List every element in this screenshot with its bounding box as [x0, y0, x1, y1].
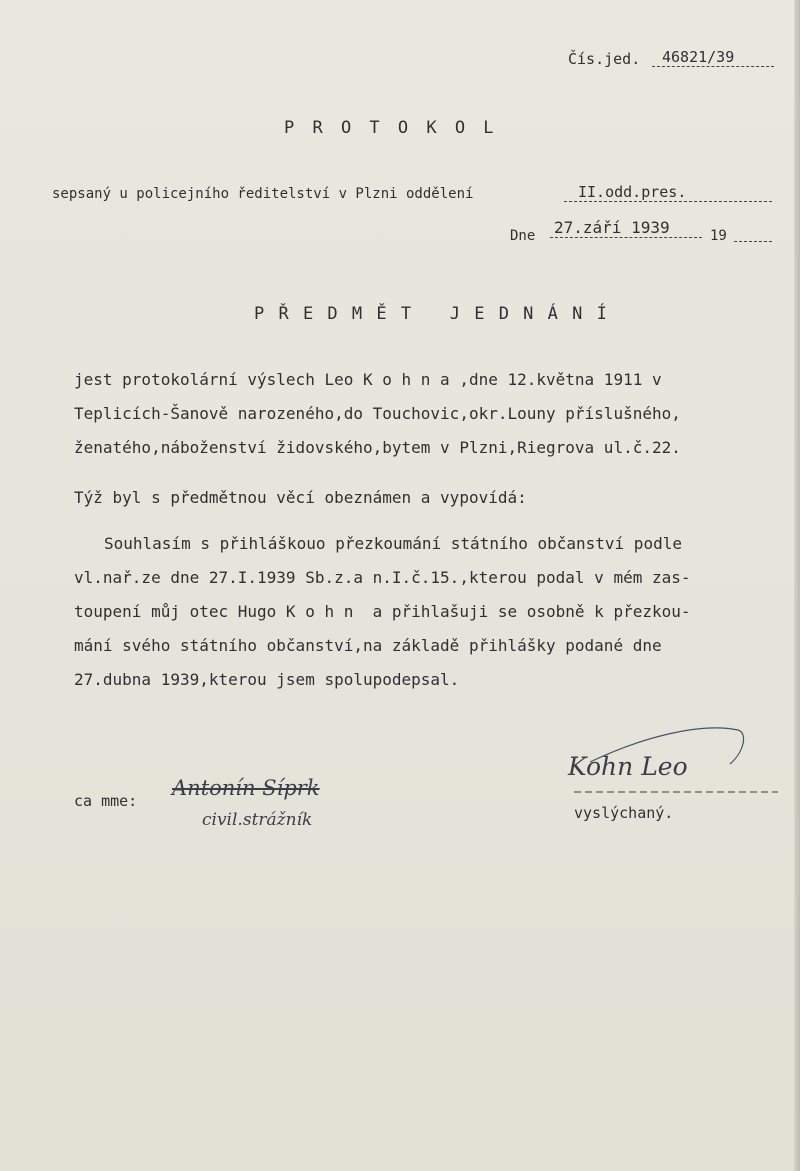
testimony-line-3: toupení můj otec Hugo K o h n a přihlašuji se osobně k přezkou- — [74, 602, 691, 621]
department-field: II.odd.pres. — [564, 183, 772, 202]
testimony-line-5: 27.dubna 1939,kterou jsem spolupodepsal. — [74, 670, 460, 689]
interrogee-label: vyslýchaný. — [574, 804, 674, 822]
subject-line-1: jest protokolární výslech Leo K o h n a ,dne 12.května 1911 v — [74, 370, 662, 389]
informed-statement: Týž byl s předmětnou věcí obeznámen a vypovídá: — [74, 488, 527, 507]
testimony-line-1: Souhlasím s přihláškouo přezkoumání státního občanství podle — [104, 534, 682, 553]
page-edge — [794, 0, 800, 1171]
year-field — [734, 226, 772, 242]
date-value: 27.září 1939 — [550, 218, 702, 238]
witness-title: civil.strážník — [202, 810, 313, 830]
subject-line-3: ženatého,náboženství židovského,bytem v Plzni,Riegrova ul.č.22. — [74, 438, 681, 457]
subject-heading: P Ř E D M Ě T J E D N Á N Í — [254, 304, 609, 324]
reference-label: Čís.jed. — [568, 50, 641, 68]
interrogee-signature: Kohn Leo — [568, 752, 688, 781]
witness-label: ca mme: — [74, 792, 138, 810]
testimony-line-2: vl.nař.ze dne 27.I.1939 Sb.z.a n.I.č.15.,kterou podal v mém zas- — [74, 568, 691, 587]
date-label: Dne — [510, 228, 536, 244]
intro-line: sepsaný u policejního ředitelství v Plzni oddělení — [52, 186, 474, 202]
witness-signature: Antonín Síprk — [172, 776, 320, 800]
document-title: P R O T O K O L — [284, 118, 498, 138]
year-prefix: 19 — [710, 228, 727, 244]
reference-number: 46821/39 — [652, 48, 774, 67]
testimony-line-4: mání svého státního občanství,na základě přihlášky podané dne — [74, 636, 662, 655]
subject-line-2: Teplicích-Šanově narozeného,do Touchovic,okr.Louny příslušného, — [74, 404, 681, 423]
